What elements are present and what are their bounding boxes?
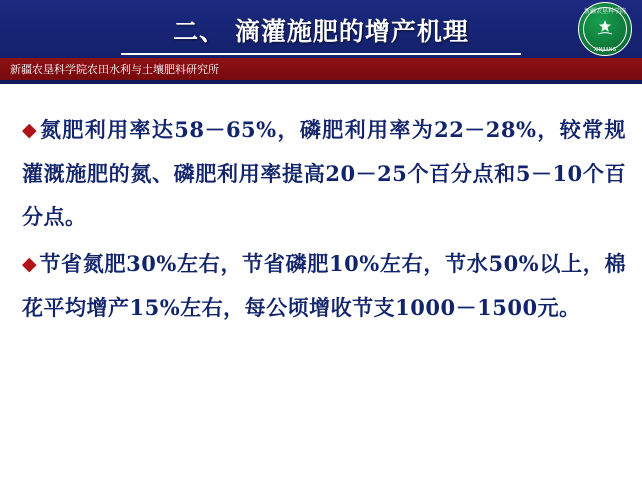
bullet-paragraph-2 <box>0 242 642 329</box>
logo-top-text: 新疆农垦科学院 <box>583 8 626 15</box>
logo-bottom-text: XINJIANG <box>593 47 617 53</box>
slide-header <box>0 0 642 84</box>
wheat-emblem-icon <box>596 19 614 37</box>
institute-logo-icon <box>578 2 634 58</box>
title-underline <box>0 53 642 55</box>
institute-name: 新疆农垦科学院农田水利与土壤肥料研究所 <box>10 63 219 76</box>
paragraph-text-2: 节省氮肥30%左右，节省磷肥10%左右，节水50%以上，棉花平均增产15%左右，每公顷增收节支1000－1500元。 <box>22 251 626 320</box>
diamond-bullet-icon: ◆ <box>22 253 38 275</box>
diamond-bullet-icon: ◆ <box>22 119 38 141</box>
page-title: 二、 滴灌施肥的增产机理 <box>173 17 469 46</box>
slide-body <box>0 84 642 480</box>
paragraph-text-1: 氮肥利用率达58－65%，磷肥利用率为22－28%，较常规灌溉施肥的氮、磷肥利用率提高20－25个百分点和5－10个百分点。 <box>22 117 626 229</box>
bullet-paragraph-1 <box>0 108 642 238</box>
